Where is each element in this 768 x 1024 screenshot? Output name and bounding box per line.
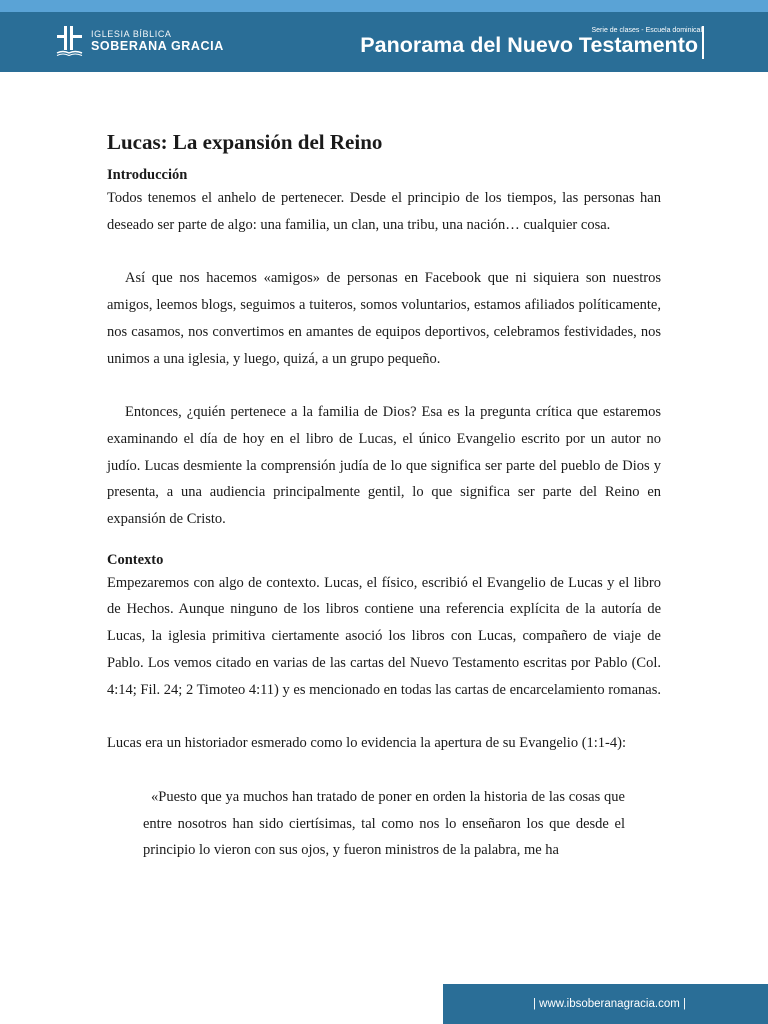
page-footer (443, 984, 768, 1024)
logo-big-text: SOBERANA GRACIA (91, 38, 224, 53)
context-paragraph-2: Lucas era un historiador esmerado como lo evidencia la apertura de su Evangelio (1:1-4): (107, 735, 626, 752)
document-body (107, 125, 661, 864)
cross-book-icon (55, 24, 85, 58)
intro-paragraph-3: Entonces, ¿quién pertenece a la familia de Dios? Esa es la pregunta crítica que estaremos examinando el día de hoy en el libro de Lucas, el único Evangelio escrito por un autor no judío. Lucas desmiente la comprensión judía de lo que significa ser parte del pueblo de Dios y presenta, a una audiencia principalmente gentil, lo que significa ser parte del Reino en expansión de Cristo. (107, 404, 661, 528)
header-accent-strip (0, 0, 768, 12)
series-label: Serie de clases - Escuela dominical (591, 27, 702, 34)
document-title: Lucas: La expansión del Reino (107, 130, 383, 154)
website-link[interactable]: | www.ibsoberanagracia.com | (533, 998, 686, 1010)
header-divider (702, 26, 704, 59)
scripture-quote: «Puesto que ya muchos han tratado de poner en orden la historia de las cosas que entre nosotros han sido ciertísimas, tal como nos lo enseñaron los que desde el principio lo vieron con sus ojos, y fueron ministros de la palabra, me ha (143, 788, 625, 859)
intro-paragraph-1: Todos tenemos el anhelo de pertenecer. Desde el principio de los tiempos, las personas han deseado ser parte de algo: una familia, un clan, una tribu, una nación… cualquier cosa. (107, 190, 661, 233)
page-header (0, 0, 768, 72)
context-heading: Contexto (107, 551, 164, 568)
church-logo (55, 24, 224, 58)
logo-small-text: IGLESIA BÍBLICA (91, 28, 172, 39)
context-paragraph-1: Empezaremos con algo de contexto. Lucas, el físico, escribió el Evangelio de Lucas y el libro de Hechos. Aunque ninguno de los libros contiene una referencia explícita de la autoría de Lucas, la iglesia primitiva ciertamente asoció los libros con Lucas, compañero de viaje de Pablo. Los vemos citado en varias de las cartas del Nuevo Testamento escritas por Pablo (Col. 4:14; Fil. 24; 2 Timoteo 4:11) y es mencionado en todas las cartas de encarcelamiento romanas. (107, 574, 661, 698)
header-title: Panorama del Nuevo Testamento (360, 33, 698, 57)
intro-paragraph-2: Así que nos hacemos «amigos» de personas en Facebook que ni siquiera son nuestros amigos, leemos blogs, seguimos a tuiteros, somos voluntarios, estamos afiliados políticamente, nos casamos, nos convertimos en amantes de equipos deportivos, celebramos festividades, nos unimos a una iglesia, y luego, quizá, a un grupo pequeño. (107, 270, 661, 367)
intro-heading: Introducción (107, 167, 188, 183)
